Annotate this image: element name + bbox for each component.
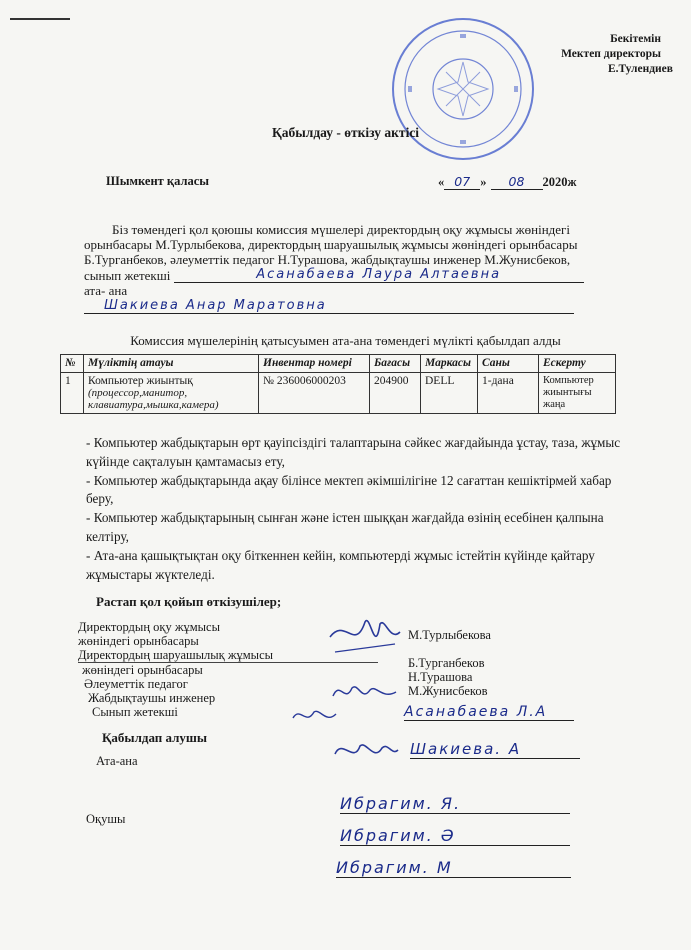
signature-zhunisbekov-icon [290,704,340,730]
cell-note: Компьютер жиынтығы жаңа [539,373,616,414]
teacher-line [84,267,614,283]
commission-line: Комиссия мүшелерінің қатысуымен ата-ана төмендегі мүлікті қабылдап алды [130,333,561,348]
student-signature: Ибрагим. М [336,858,571,878]
date-open-quote: « [438,175,445,189]
cell-name [84,373,259,414]
obligation-item: - Компьютер жабдықтарында ақау білінсе мектеп әкімшілігіне 12 сағаттан кешіктірмей хабар беру, [86,472,612,507]
teacher-label: сынып жетекші [84,268,171,283]
approval-word: Бекітемін [610,33,661,45]
property-table [60,354,616,414]
student-signature: Ибрагим. Ә [340,826,570,846]
cell-price: 204900 [370,373,421,414]
intro-line-1: Біз төмендегі қол қоюшы комиссия мүшелері директордың оқу жұмысы жөніндегі [112,222,571,237]
th-inventory: Инвентар номері [259,355,370,373]
date-day: 07 [444,174,480,190]
parent-label: ата- ана [84,283,128,298]
th-number: № [61,355,84,373]
table-row [61,373,616,414]
signer-position: Әлеуметтік педагог [84,677,188,691]
parent-label-2: Ата-ана [96,754,138,768]
parent-signature: Шакиева. А [410,740,580,759]
official-stamp-icon [388,14,538,164]
approval-position: Мектеп директоры [561,48,661,60]
table-header-row [61,355,616,373]
cell-qty: 1-дана [478,373,539,414]
obligation-item: - Компьютер жабдықтарын өрт қауіпсіздігі талаптарына сәйкес жағдайында ұстау, таза, жұмыс күйінде сақталуын қамтамасыз ету, [86,435,621,469]
signature-parent-icon [330,734,400,768]
th-qty: Саны [478,355,539,373]
intro-paragraph [84,222,614,314]
receiver-title: Қабылдап алушы [102,730,208,745]
signer-position: Директордың шаруашылық жұмысы [78,648,378,663]
date-close-quote: » [480,175,487,189]
date-month: 08 [491,174,543,190]
signer-position: Жабдықтаушы инженер [88,691,216,705]
obligation-item: - Компьютер жабдықтарының сынған және істен шыққан жағдайда өзінің есебінен қалпына келтіру, [86,510,604,544]
cell-name-main: Компьютер жиынтық [88,375,193,387]
signer-name: М.Жунисбеков [408,684,488,698]
cell-number: 1 [61,373,84,414]
cell-brand: DELL [421,373,478,414]
signer-position: Директордың оқу жұмысы [78,620,220,634]
parent-line [84,283,614,314]
document-title: Қабылдау - өткізу актісі [271,125,420,140]
th-brand: Маркасы [421,355,478,373]
th-name: Мүліктің атауы [84,355,259,373]
th-price: Бағасы [370,355,421,373]
obligation-item: - Ата-ана қашықтықтан оқу біткеннен кейін, компьютерді жұмыс істейтін күйінде қайтару жұмыстары жүктеледі. [86,547,595,582]
signers-title: Растап қол қойып өткізушілер; [96,594,282,609]
signer-position: жөніндегі орынбасары [78,634,199,648]
date-year: 2020ж [542,175,577,189]
top-rule [10,18,70,20]
th-note: Ескерту [539,355,616,373]
approval-name: Е.Тулендиев [607,63,673,75]
signer-name: М.Турлыбекова [408,628,491,642]
signer-name: Б.Турганбеков [408,656,485,670]
cell-inventory: № 236006000203 [259,373,370,414]
intro-line-3: Б.Турганбеков, әлеуметтік педагог Н.Турашова, жабдықтаушы инженер М.Жунисбеков, [84,252,571,267]
signer-name: Н.Турашова [408,670,473,684]
intro-line-2: орынбасары М.Турлыбекова, директордың шаруашылық жұмысы жөніндегі орынбасары [84,237,578,252]
signer-position: Сынып жетекші [92,705,178,719]
parent-handwritten: Шакиева Анар Маратовна [84,298,574,314]
date-line [438,174,577,190]
student-label: Оқушы [86,812,126,826]
signature-turlybekova-icon [325,612,405,662]
teacher-handwritten: Асанабаева Лаура Алтаевна [174,267,584,283]
signer-names [408,628,491,698]
signature-turashova-icon [330,678,400,708]
spacer [408,642,491,656]
cell-name-detail: (процессор,манитор, клавиатура,мышка,камера) [88,387,219,411]
city: Шымкент қаласы [106,174,210,188]
signer-position: жөніндегі орынбасары [82,663,203,677]
teacher-signature: Асанабаева Л.А [404,704,574,721]
obligations-list [86,434,626,584]
student-signature: Ибрагим. Я. [340,794,570,814]
approval-block [561,32,673,77]
